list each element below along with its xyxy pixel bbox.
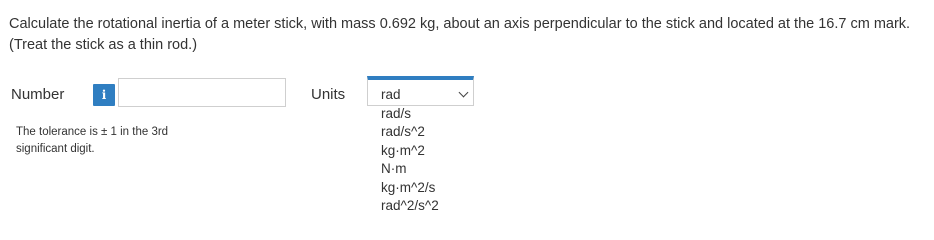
units-option[interactable]: rad/s^2 [381, 124, 425, 139]
number-input[interactable] [118, 78, 286, 107]
units-option[interactable]: rad [381, 87, 401, 102]
units-option[interactable]: kg·m^2 [381, 142, 425, 158]
units-option[interactable]: rad^2/s^2 [381, 198, 439, 213]
units-options-list [381, 86, 439, 216]
units-option[interactable]: kg·m^2/s [381, 179, 436, 195]
units-option[interactable]: N·m [381, 161, 407, 176]
chevron-down-icon[interactable] [459, 88, 469, 98]
units-option[interactable]: rad/s [381, 105, 412, 121]
units-label: Units [311, 86, 346, 103]
tolerance-note: The tolerance is ± 1 in the 3rd significant digit. [16, 126, 169, 155]
number-label: Number [11, 86, 65, 103]
question-text: Calculate the rotational inertia of a meter stick, with mass 0.692 kg, about an axis perpendicular to the stick and located at the 16.7 cm mark. (Treat the stick as a thin rod.) [9, 16, 911, 53]
info-icon[interactable]: i [93, 84, 115, 106]
